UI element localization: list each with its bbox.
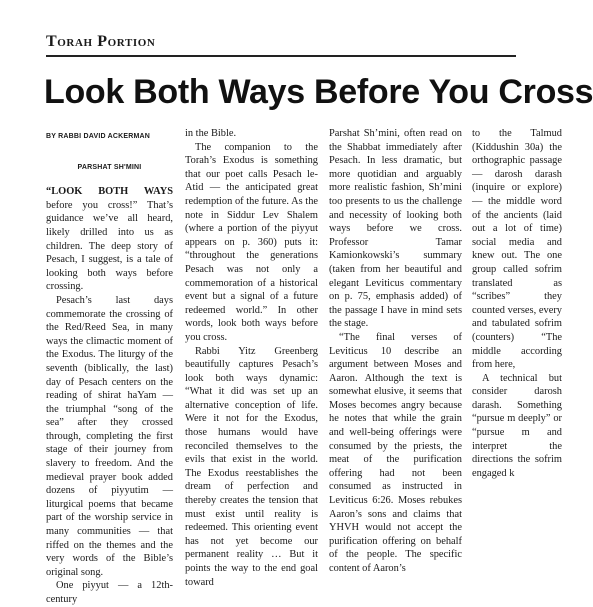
article-column-1 <box>46 127 173 605</box>
paragraph-1-text: before you cross!” That’s guidance we’ve all heard, likely drilled into us as children. The deep story of Pesach, I suggest, is a tale of looking both ways before crossing. <box>46 199 173 293</box>
paragraph-1 <box>46 185 173 294</box>
article-column-3 <box>329 127 462 574</box>
paragraph-quote: “The final verses of Leviticus 10 describe an argument between Moses and Aaron. Although the text is somewhat elusive, it seems that Moses becomes angry because he notes that while the grain and well-being offerings were consumed by the priests, the meat of the purification offering had not been consumed as instructed in Leviticus 6:26. Moses rebukes Aaron’s sons and claims that YHVH would not accept the purification offering on behalf of the people. The specific content of Aaron’s <box>329 331 462 574</box>
paragraph-3: One piyyut — a 12th-century <box>46 580 173 605</box>
section-label: Torah Portion <box>46 33 156 50</box>
article-column-4 <box>472 127 562 512</box>
section-divider <box>46 55 516 57</box>
article-column-2 <box>185 127 318 588</box>
paragraph-greenberg: Rabbi Yitz Greenberg beautifully captures Pesach’s look both ways dynamic: “What it did was set up an alternative conception of life. Were it not for the Exodus, those humans would have reconciled themselves to the evils that exist in the world. The Exodus reestablishes the dream of perfection and thereby creates the tension that must exist until reality is redeemed. This orienting event has not yet become our permanent reality … But it points the way to the end goal toward <box>185 345 318 588</box>
paragraph-talmud: to the Talmud (Kiddushin 30a) the orthographic passage — darosh darash (inquire or explore) — the middle word of the ancients (laid out a lot of time) social media and knew out. The one group called sofrim translated as “scribes” they counted verses, every and tabulated sofrim (counters) “The middle according from here, <box>472 128 562 371</box>
paragraph-2: Pesach’s last days commemorate the crossing of the Red/Reed Sea, in many ways the climactic moment of the Exodus. The liturgy of the seventh (biblically, the last) day of Pesach centers on the reading of shirat haYam — the triumphal “song of the sea” after they crossed through, completing the first stage of their journey from slavery to freedom. And the medieval prayer book added dozens of piyyutim — liturgical poems that became part of the worship service in many communities — that riffed on the themes and the very words of the Bible’s original song. <box>46 294 173 578</box>
lead-in: “LOOK BOTH WAYS <box>46 186 173 198</box>
article-byline: BY RABBI DAVID ACKERMAN <box>46 133 151 140</box>
paragraph-pesach-le-atid: The companion to the Torah’s Exodus is something that our poet calls Pesach le-Atid — the anticipated great redemption of the future. As the note in Siddur Lev Shalem (where a portion of the piyyut appears on p. 360) puts it: “throughout the generations Pesach was not only a commemoration of a historical event but a signal of a future redeemed world.” In other words, look both ways before you cross. <box>185 141 318 343</box>
parsha-label: PARSHAT SH'MINI <box>77 163 142 171</box>
paragraph-shmini: Parshat Sh’mini, often read on the Shabbat immediately after Pesach. In less dramatic, but more quotidian and arguably more realistic fashion, Sh’mini too presents to us the challenge and necessity of looking both ways before we cross. Professor Tamar Kamionkowski’s summary (taken from her beautiful and elegant Leviticus commentary on p. 75, emphasis added) of the passage I have in mind sets the stage. <box>329 128 462 330</box>
article-headline: Look Both Ways Before You Cross <box>44 73 593 111</box>
paragraph-continued: in the Bible. <box>185 128 237 139</box>
paragraph-technical: A technical but consider darosh darash. Something “pursue m deeply” or “pursue m and interpret the directions the sofrim engaged k <box>472 372 562 479</box>
